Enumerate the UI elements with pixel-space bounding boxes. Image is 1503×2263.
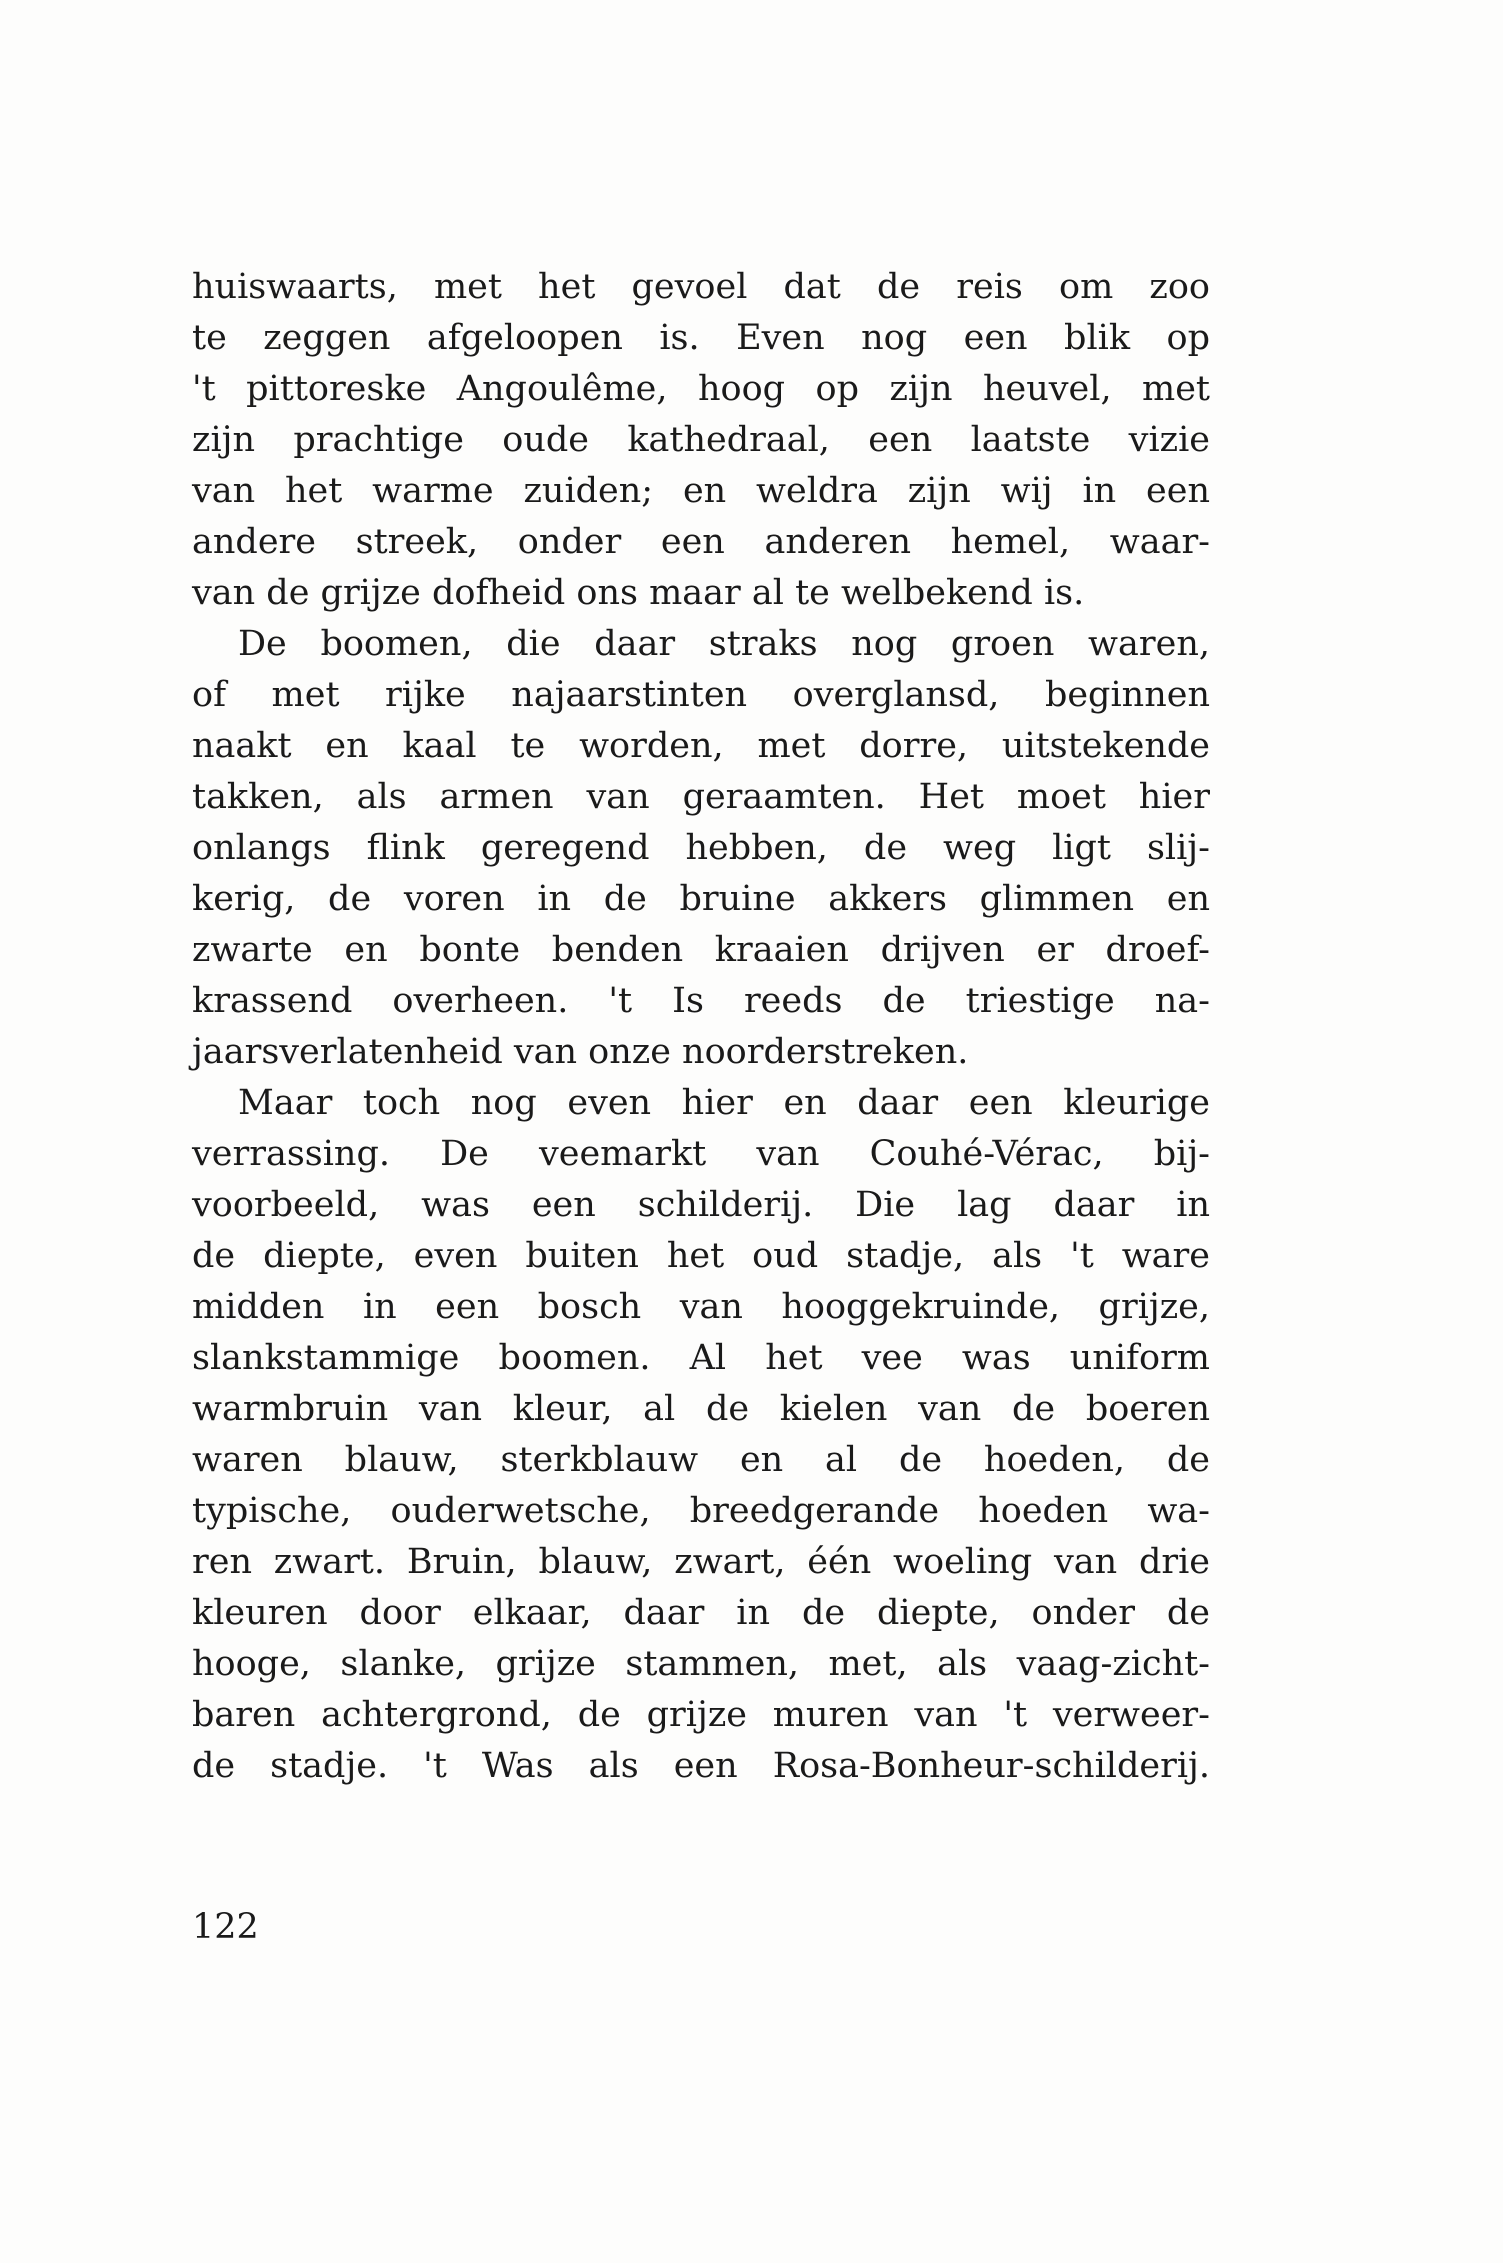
text-line: zijn prachtige oude kathedraal, een laatste vizie — [192, 420, 1210, 460]
text-line: onlangs flink geregend hebben, de weg ligt slij- — [192, 828, 1210, 868]
text-line: de stadje. 't Was als een Rosa-Bonheur-schilderij. — [192, 1746, 1210, 1786]
text-line: De boomen, die daar straks nog groen waren, — [238, 624, 1210, 664]
body-text — [192, 262, 1210, 1792]
text-line: huiswaarts, met het gevoel dat de reis om zoo — [192, 267, 1210, 307]
text-line: te zeggen afgeloopen is. Even nog een blik op — [192, 318, 1210, 358]
text-line: takken, als armen van geraamten. Het moet hier — [192, 777, 1210, 817]
text-line: van de grijze dofheid ons maar al te welbekend is. — [192, 573, 1085, 613]
text-line: waren blauw, sterkblauw en al de hoeden, de — [192, 1440, 1210, 1480]
text-line: voorbeeld, was een schilderij. Die lag daar in — [192, 1185, 1210, 1225]
text-line: krassend overheen. 't Is reeds de triestige na- — [192, 981, 1210, 1021]
text-line: Maar toch nog even hier en daar een kleurige — [238, 1083, 1210, 1123]
text-line: of met rijke najaarstinten overglansd, beginnen — [192, 675, 1210, 715]
text-line: de diepte, even buiten het oud stadje, als 't ware — [192, 1236, 1210, 1276]
text-line: midden in een bosch van hooggekruinde, grijze, — [192, 1287, 1210, 1327]
text-line: zwarte en bonte benden kraaien drijven er droef- — [192, 930, 1210, 970]
text-line: ren zwart. Bruin, blauw, zwart, één woeling van drie — [192, 1542, 1210, 1582]
text-line: kleuren door elkaar, daar in de diepte, onder de — [192, 1593, 1210, 1633]
text-line: typische, ouderwetsche, breedgerande hoeden wa- — [192, 1491, 1210, 1531]
text-line: warmbruin van kleur, al de kielen van de boeren — [192, 1389, 1210, 1429]
text-line: slankstammige boomen. Al het vee was uniform — [192, 1338, 1210, 1378]
page-number: 122 — [192, 1907, 259, 1947]
text-line: van het warme zuiden; en weldra zijn wij in een — [192, 471, 1210, 511]
text-line: 't pittoreske Angoulême, hoog op zijn heuvel, met — [192, 369, 1210, 409]
text-line: jaarsverlatenheid van onze noorderstreken. — [192, 1032, 969, 1072]
text-line: andere streek, onder een anderen hemel, waar- — [192, 522, 1210, 562]
text-line: verrassing. De veemarkt van Couhé-Vérac, bij- — [192, 1134, 1210, 1174]
text-line: baren achtergrond, de grijze muren van 't verweer- — [192, 1695, 1210, 1735]
text-line: naakt en kaal te worden, met dorre, uitstekende — [192, 726, 1210, 766]
text-line: kerig, de voren in de bruine akkers glimmen en — [192, 879, 1210, 919]
text-line: hooge, slanke, grijze stammen, met, als vaag-zicht- — [192, 1644, 1210, 1684]
